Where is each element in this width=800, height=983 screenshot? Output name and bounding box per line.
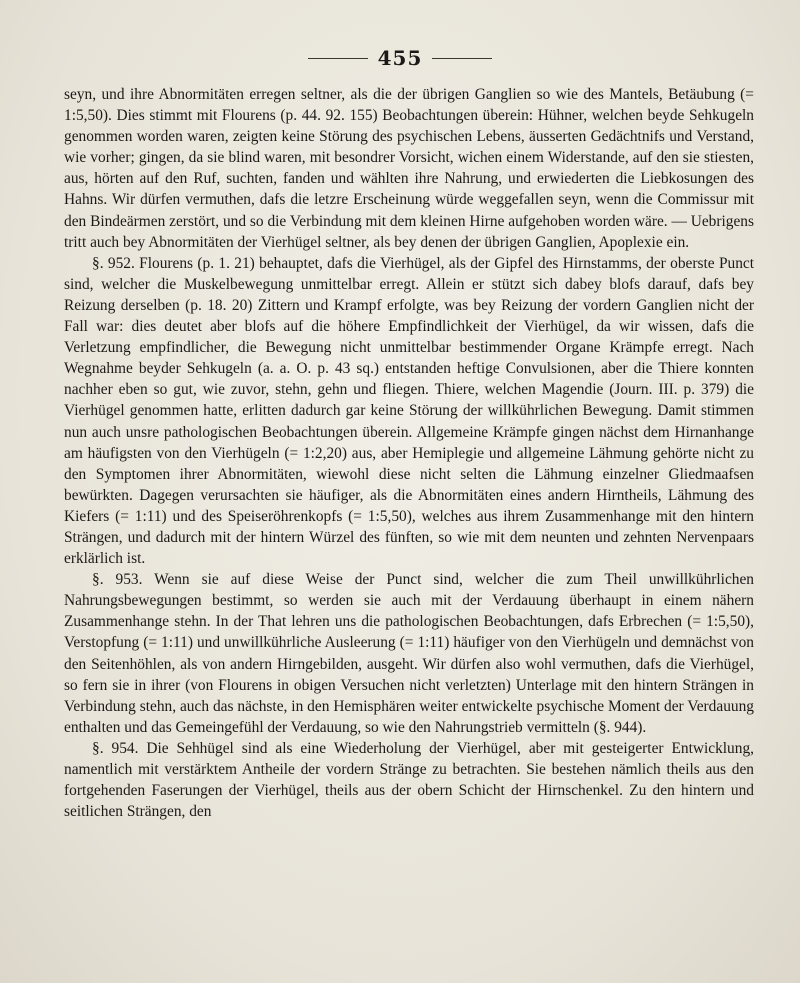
paragraph-954: §. 954. Die Sehhügel sind als eine Wiederholung der Vierhügel, aber mit gesteigerter Entwicklung, namentlich mit verstärktem Antheile der vordern Stränge zu betrachten. Sie bestehen nämlich theils aus den fortgehenden Faserungen der Vierhügel, theils aus der obern Schicht der Hirnschenkel. Zu den hintern und seitlichen Strängen, den [64, 739, 754, 821]
page-header [0, 46, 800, 70]
body-text [64, 84, 754, 822]
header-rule-right [432, 58, 492, 59]
paragraph-continuation: seyn, und ihre Abnormitäten erregen seltner, als die der übrigen Ganglien so wie des Mantels, Betäubung (= 1:5,50). Dies stimmt mit Flourens (p. 44. 92. 155) Beobachtungen überein: Hühner, welchen beyde Sehkugeln genommen worden waren, zeigten keine Störung des psychischen Lebens, äusserten Gedächtnifs und Verstand, wie vorher; gingen, da sie blind waren, mit besondrer Vorsicht, wichen einem Widerstande, auf den sie stiesten, aus, hörten auf den Ruf, suchten, fanden und wählten ihre Nahrung, und erwiederten die Liebkosungen des Hahns. Wir dürfen vermuthen, dafs die letzre Erscheinung würde weggefallen seyn, wenn die Commissur mit den Bindeärmen zerstört, und so die Verbindung mit dem kleinen Hirne aufgehoben worden wäre. — Uebrigens tritt auch bey Abnormitäten der Vierhügel seltner, als bey denen der übrigen Ganglien, Apoplexie ein. [64, 86, 754, 251]
paragraph-953: §. 953. Wenn sie auf diese Weise der Punct sind, welcher die zum Theil unwillkührlichen Nahrungsbewegungen bestimmt, so werden sie auch mit der Verdauung überhaupt in einem nähern Zusammenhange stehn. In der That lehren uns die pathologischen Beobachtungen, dafs Erbrechen (= 1:5,50), Verstopfung (= 1:11) und unwillkührliche Ausleerung (= 1:11) häufiger von den Vierhügeln und demnächst von den Seitenhöhlen, als von andern Hirngebilden, ausgeht. Wir dürfen also wohl vermuthen, dafs die Vierhügel, so fern sie in ihrer (von Flourens in obigen Versuchen nicht verletzten) Unterlage mit den hintern Strängen in Verbindung stehn, auch das nächste, in den Hemisphären weiter entwickelte psychische Moment der Verdauung enthalten und das Gemeingefühl der Verdauung, so wie den Nahrungstrieb vermitteln (§. 944). [64, 571, 754, 736]
header-rule-left [308, 58, 368, 59]
paragraph-952: §. 952. Flourens (p. 1. 21) behauptet, dafs die Vierhügel, als der Gipfel des Hirnstamms, der oberste Punct sind, welcher die Muskelbewegung unmittelbar erregt. Allein er stützt sich dabey blofs darauf, dafs bey Reizung derselben (p. 18. 20) Zittern und Krampf erfolgte, was bey Reizung der vordern Ganglien nicht der Fall war: dies deutet aber blofs auf die höhere Empfindlichkeit der Vierhügel, da wir wissen, dafs die Verletzung empfindlicher, die Bewegung nicht unmittelbar bestimmender Organe Krämpfe erregt. Nach Wegnahme beyder Sehkugeln (a. a. O. p. 43 sq.) entstanden heftige Convulsionen, aber die Thiere konnten nachher eben so gut, wie zuvor, stehn, gehn und fliegen. Thiere, welchen Magendie (Journ. III. p. 379) die Vierhügel genommen hatte, erlitten dadurch gar keine Störung der willkührlichen Bewegung. Damit stimmen nun auch unsre pathologischen Beobachtungen überein. Allgemeine Krämpfe gingen nächst dem Hirnanhange am häufigsten von den Vierhügeln (= 1:2,20) aus, aber Hemiplegie und allgemeine Lähmung gehörte nicht zu den Symptomen ihrer Abnormitäten, wiewohl diese nicht selten die Lähmung einzelner Gliedmaafsen bewürkten. Dagegen verursachten sie häufiger, als die Abnormitäten eines andern Hirntheils, Lähmung des Kiefers (= 1:11) und des Speiseröhrenkopfs (= 1:5,50), welches aus ihrem Zusammenhange mit den hintern Strängen, und dadurch mit der hintern Würzel des fünften, so wie mit dem neunten und zehnten Nervenpaars erklärlich ist. [64, 254, 754, 568]
page-number: 455 [377, 46, 423, 70]
